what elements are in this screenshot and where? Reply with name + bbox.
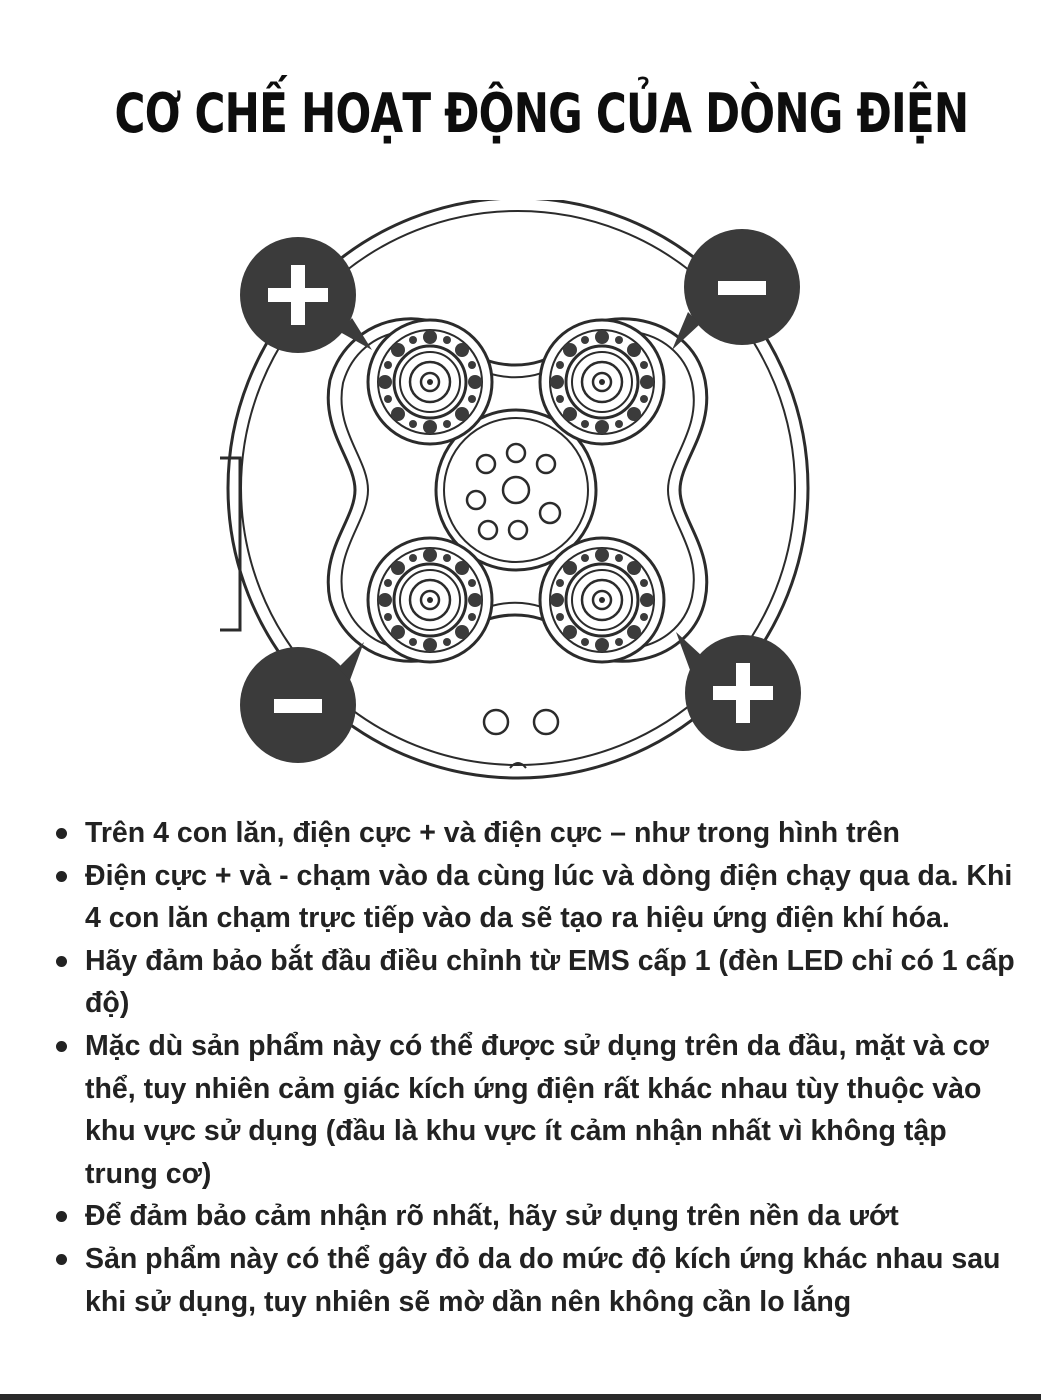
list-item: [52, 940, 1022, 1025]
roller-bottom-left: [368, 538, 492, 662]
bottom-divider: [0, 1394, 1041, 1400]
list-item-text: Mặc dù sản phẩm này có thể được sử dụng trên da đầu, mặt và cơ thể, tuy nhiên cảm giác kích ứng điện rất khác nhau tùy thuộc vào khu vực sử dụng (đầu là khu vực ít cảm nhận nhất vì không tập trung cơ): [85, 1029, 989, 1190]
list-item: [52, 1195, 1022, 1238]
roller-top-left: [368, 320, 492, 444]
roller-top-right: [540, 320, 664, 444]
list-item: [52, 1025, 1022, 1195]
instruction-list: [52, 812, 1022, 1323]
roller-bottom-right: [540, 538, 664, 662]
bullet-dot: [56, 1254, 67, 1265]
list-item-text: Điện cực + và - chạm vào da cùng lúc và dòng điện chạy qua da. Khi 4 con lăn chạm trực tiếp vào da sẽ tạo ra hiệu ứng điện khí hóa.: [85, 859, 1013, 935]
list-item-text: Trên 4 con lăn, điện cực + và điện cực – như trong hình trên: [85, 817, 900, 849]
bullet-dot: [56, 1041, 67, 1052]
list-item-text: Hãy đảm bảo bắt đầu điều chỉnh từ EMS cấp 1 (đèn LED chỉ có 1 cấp độ): [85, 944, 1015, 1020]
bullet-dot: [56, 1211, 67, 1222]
list-item: [52, 855, 1022, 940]
bullet-dot: [56, 828, 67, 839]
indicator-hole: [484, 710, 508, 734]
device-electrode-diagram: [210, 200, 830, 785]
list-item-text: Sản phẩm này có thể gây đỏ da do mức độ kích ứng khác nhau sau khi sử dụng, tuy nhiên sẽ mờ dần nên không cần lo lắng: [85, 1242, 1001, 1318]
indicator-hole: [534, 710, 558, 734]
bullet-dot: [56, 871, 67, 882]
list-item: [52, 812, 1022, 855]
page-title: CƠ CHẾ HOẠT ĐỘNG CỦA DÒNG ĐIỆN: [114, 82, 969, 145]
list-item: [52, 1238, 1022, 1323]
bullet-dot: [56, 956, 67, 967]
plus-icon: [676, 632, 801, 751]
minus-icon: [672, 229, 800, 350]
list-item-text: Để đảm bảo cảm nhận rõ nhất, hãy sử dụng trên nền da ướt: [85, 1200, 899, 1233]
